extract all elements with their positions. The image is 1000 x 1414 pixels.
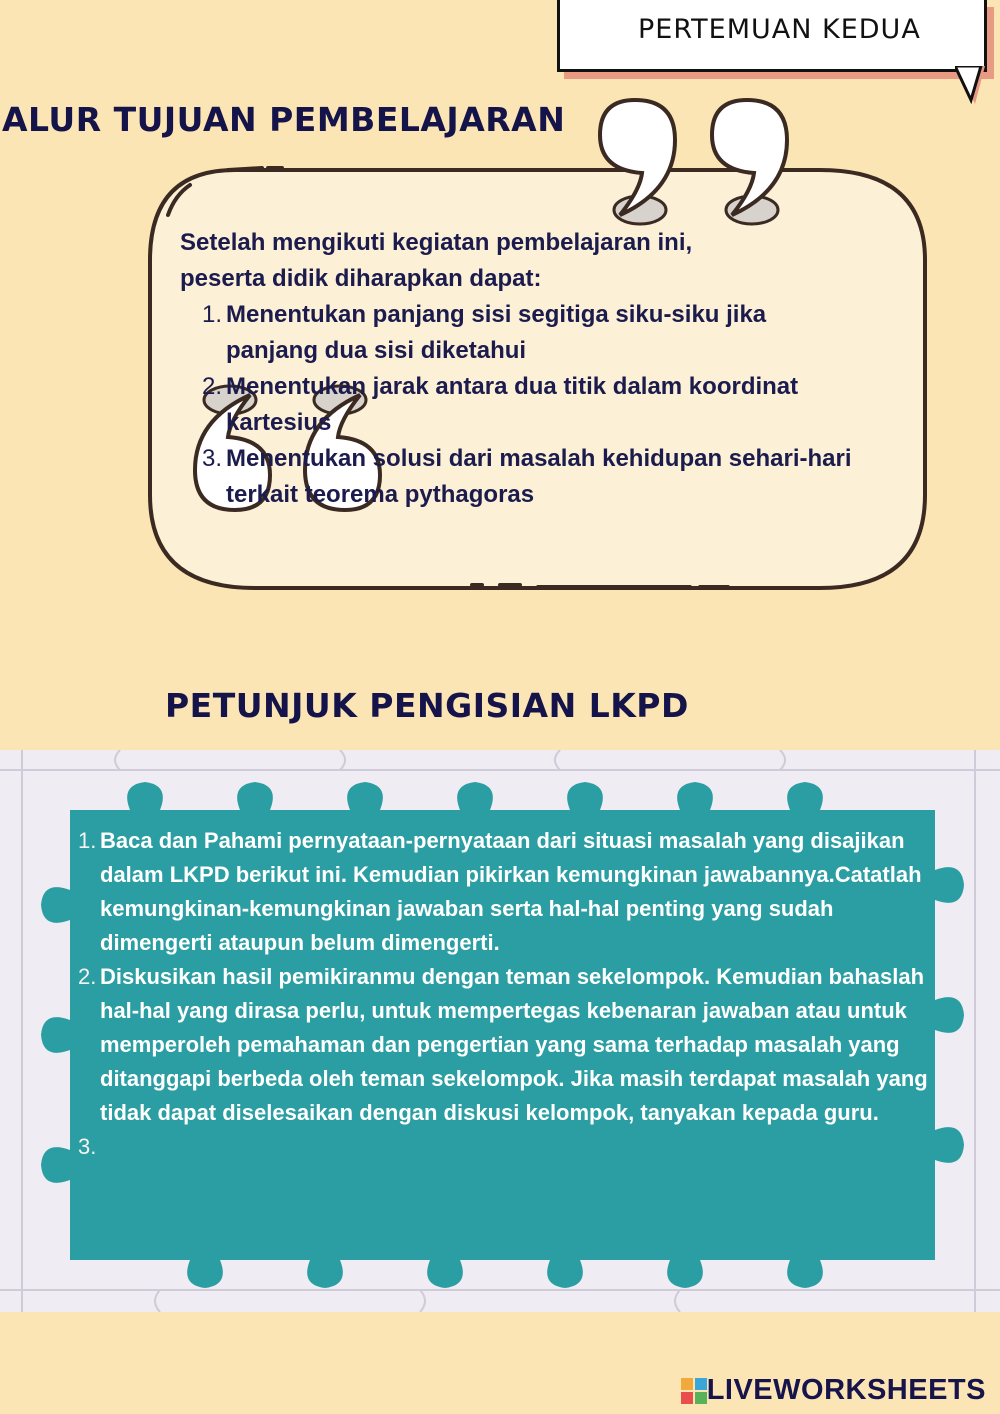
learning-goals-list — [180, 297, 860, 513]
list-item — [180, 369, 860, 441]
list-item-text: Menentukan panjang sisi segitiga siku-siku jika panjang dua sisi diketahui — [226, 301, 767, 364]
list-item-text: Baca dan Pahami pernyataan-pernyataan dari situasi masalah yang disajikan dalam LKPD berikut ini. Kemudian pikirkan kemungkinan jawabannya.Catatlah kemungkinan-kemungkinan jawaban serta hal-hal penting yang sudah dimengerti ataupun belum dimengerti. — [100, 828, 922, 955]
list-item-text: Menentukan solusi dari masalah kehidupan sehari-hari terkait teorema pythagoras — [226, 445, 852, 508]
list-item — [78, 824, 943, 960]
meeting-label: PERTEMUAN KEDUA — [638, 14, 921, 45]
list-item — [180, 297, 860, 369]
lkpd-instructions-title: PETUNJUK PENGISIAN LKPD — [165, 686, 689, 725]
list-item-text: Diskusikan hasil pemikiranmu dengan teman sekelompok. Kemudian bahaslah hal-hal yang dirasa perlu, untuk mempertegas kebenaran jawaban atau untuk memperoleh pemahaman dan pengertian yang sama terhadap masalah yang ditanggapi berbeda oleh teman sekelompok. Jika masih terdapat masalah yang tidak dapat diselesaikan dengan diskusi kelompok, tanyakan kepada guru. — [100, 964, 928, 1125]
brand-name: LIVEWORKSHEETS — [706, 1374, 986, 1406]
lkpd-instructions-list — [78, 824, 943, 1164]
list-number: 1. — [202, 301, 223, 328]
list-item — [180, 441, 860, 513]
intro-line: Setelah mengikuti kegiatan pembelajaran ini, — [180, 229, 693, 256]
list-item — [78, 1130, 943, 1164]
list-number: 1. — [78, 828, 97, 853]
intro-line: peserta didik diharapkan dapat: — [180, 265, 542, 292]
liveworksheets-brand[interactable] — [681, 1374, 986, 1407]
liveworksheets-logo-icon — [681, 1378, 707, 1404]
learning-goals-content — [180, 225, 860, 513]
lkpd-instructions-content — [78, 824, 943, 1164]
list-number: 3. — [202, 445, 223, 472]
list-item — [78, 960, 943, 1130]
list-number: 3. — [78, 1134, 97, 1159]
list-number: 2. — [78, 964, 97, 989]
learning-goals-title: ALUR TUJUAN PEMBELAJARAN — [2, 100, 566, 139]
list-number: 2. — [202, 373, 223, 400]
list-item-text: Menentukan jarak antara dua titik dalam koordinat kartesius — [226, 373, 799, 436]
